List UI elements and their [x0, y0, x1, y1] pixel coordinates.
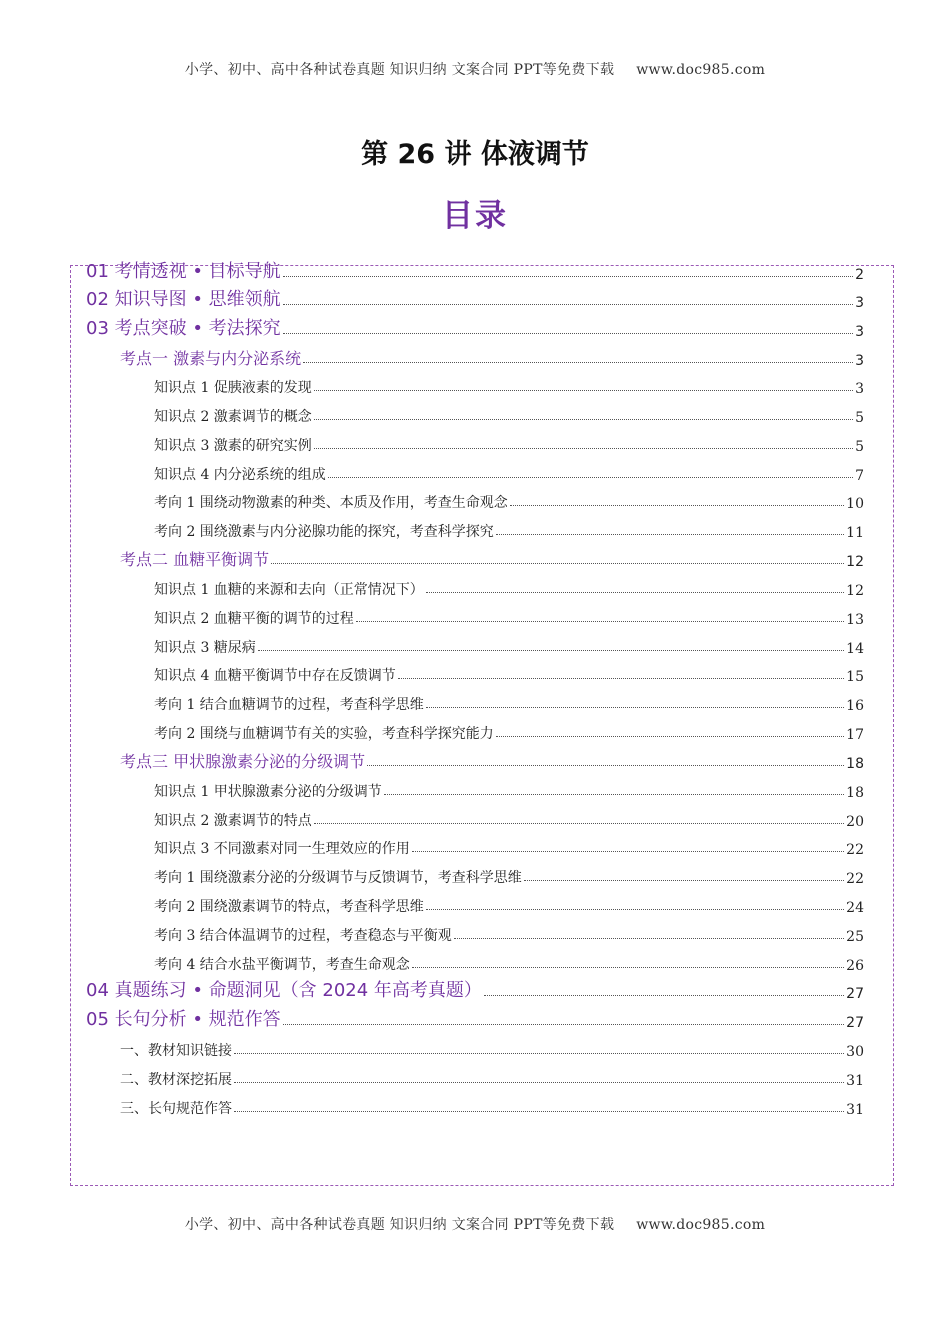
toc-entry[interactable] [86, 369, 864, 398]
table-of-contents [86, 254, 864, 1118]
toc-entry-label: 考向 1 围绕动物激素的种类、本质及作用，考查生命观念 [154, 495, 508, 512]
toc-entry-page: 31 [846, 1072, 864, 1089]
toc-entry-page: 3 [855, 323, 864, 340]
toc-entry-page: 17 [846, 727, 864, 744]
toc-entry-label: 02 知识导图 • 思维领航 [86, 289, 281, 310]
toc-entry[interactable] [86, 657, 864, 686]
toc-entry-label: 考向 3 结合体温调节的过程，考查稳态与平衡观 [154, 927, 452, 944]
document-title: 第 26 讲 体液调节 [361, 139, 589, 170]
toc-entry-label: 考向 2 围绕与血糖调节有关的实验，考查科学探究能力 [154, 726, 494, 743]
toc-dot-leader [314, 390, 853, 391]
toc-entry[interactable] [86, 599, 864, 628]
toc-entry[interactable] [86, 887, 864, 916]
toc-entry[interactable] [86, 974, 864, 1003]
toc-entry-page: 13 [846, 611, 864, 628]
toc-entry[interactable] [86, 858, 864, 887]
toc-dot-leader [412, 851, 844, 852]
header-text: 小学、初中、高中各种试卷真题 知识归纳 文案合同 PPT等免费下载 [184, 62, 615, 78]
toc-entry[interactable] [86, 254, 864, 283]
toc-entry-page: 26 [846, 957, 864, 974]
toc-entry[interactable] [86, 541, 864, 570]
toc-entry-label: 知识点 1 血糖的来源和去向（正常情况下） [154, 582, 424, 599]
toc-entry[interactable] [86, 512, 864, 541]
toc-entry-page: 2 [855, 266, 864, 283]
toc-entry-label: 05 长句分析 • 规范作答 [86, 1008, 281, 1030]
toc-dot-leader [283, 276, 853, 277]
toc-dot-leader [454, 938, 844, 939]
toc-entry-page: 10 [846, 496, 864, 513]
toc-dot-leader [283, 304, 853, 305]
toc-entry[interactable] [86, 714, 864, 743]
footer-url-link[interactable]: www.doc985.com [636, 1217, 766, 1233]
toc-entry-page: 5 [855, 438, 864, 455]
toc-dot-leader [496, 736, 844, 737]
toc-entry-label: 一、教材知识链接 [120, 1042, 232, 1059]
toc-entry-label: 考向 2 围绕激素调节的特点，考查科学思维 [154, 899, 424, 916]
footer-text: 小学、初中、高中各种试卷真题 知识归纳 文案合同 PPT等免费下载 [184, 1217, 615, 1233]
toc-dot-leader [426, 592, 844, 593]
toc-dot-leader [283, 1024, 844, 1025]
toc-entry-label: 考向 1 结合血糖调节的过程，考查科学思维 [154, 697, 424, 714]
toc-entry[interactable] [86, 570, 864, 599]
toc-entry[interactable] [86, 801, 864, 830]
toc-entry[interactable] [86, 1031, 864, 1060]
toc-dot-leader [234, 1082, 844, 1083]
toc-dot-leader [367, 765, 844, 766]
toc-dot-leader [314, 823, 844, 824]
toc-dot-leader [234, 1111, 844, 1112]
toc-dot-leader [234, 1053, 844, 1054]
toc-entry-page: 27 [846, 986, 864, 1003]
toc-dot-leader [303, 362, 853, 363]
toc-entry[interactable] [86, 484, 864, 513]
toc-entry-label: 考向 2 围绕激素与内分泌腺功能的探究，考查科学探究 [154, 524, 494, 541]
toc-entry-page: 22 [846, 842, 864, 859]
toc-entry[interactable] [86, 1002, 864, 1031]
toc-entry-label: 04 真题练习 • 命题洞见（含 2024 年高考真题） [86, 980, 482, 1002]
toc-entry-label: 考点二 血糖平衡调节 [120, 550, 270, 570]
toc-entry[interactable] [86, 830, 864, 859]
toc-entry-label: 知识点 1 甲状腺激素分泌的分级调节 [154, 783, 382, 800]
toc-entry-page: 24 [846, 900, 864, 917]
toc-entry-page: 14 [846, 640, 864, 657]
toc-dot-leader [328, 477, 853, 478]
toc-entry[interactable] [86, 685, 864, 714]
toc-dot-leader [283, 333, 853, 334]
toc-dot-leader [412, 967, 844, 968]
toc-dot-leader [271, 563, 844, 564]
toc-dot-leader [426, 909, 844, 910]
toc-entry-label: 考点三 甲状腺激素分泌的分级调节 [120, 752, 366, 772]
toc-dot-leader [314, 448, 853, 449]
toc-entry-label: 知识点 2 激素调节的特点 [154, 812, 312, 829]
toc-entry-page: 22 [846, 871, 864, 888]
toc-entry-page: 15 [846, 669, 864, 686]
toc-dot-leader [510, 505, 844, 506]
toc-entry-label: 01 考情透视 • 目标导航 [86, 260, 281, 282]
toc-entry[interactable] [86, 397, 864, 426]
toc-entry-page: 30 [846, 1043, 864, 1060]
toc-entry[interactable] [86, 945, 864, 974]
toc-entry-label: 知识点 3 不同激素对同一生理效应的作用 [154, 841, 410, 858]
toc-entry-page: 18 [846, 784, 864, 801]
toc-dot-leader [384, 794, 844, 795]
toc-entry-label: 知识点 2 激素调节的概念 [154, 409, 312, 426]
toc-entry-page: 12 [846, 554, 864, 571]
toc-entry[interactable] [86, 1060, 864, 1089]
toc-dot-leader [356, 621, 844, 622]
toc-entry[interactable] [86, 426, 864, 455]
toc-entry-label: 知识点 1 促胰液素的发现 [154, 380, 312, 397]
toc-entry-page: 18 [846, 756, 864, 773]
toc-entry-page: 25 [846, 928, 864, 945]
toc-entry-page: 20 [846, 813, 864, 830]
toc-entry-page: 12 [846, 583, 864, 600]
toc-entry[interactable] [86, 743, 864, 772]
toc-entry-label: 知识点 3 激素的研究实例 [154, 437, 312, 454]
toc-dot-leader [484, 995, 844, 996]
toc-entry-label: 知识点 4 内分泌系统的组成 [154, 466, 326, 483]
toc-entry-page: 3 [855, 295, 864, 311]
toc-entry-page: 27 [846, 1014, 864, 1031]
toc-entry[interactable] [86, 916, 864, 945]
toc-heading: 目录 [442, 198, 508, 234]
toc-entry-page: 11 [846, 525, 864, 542]
toc-dot-leader [314, 419, 853, 420]
toc-entry-page: 5 [855, 410, 864, 427]
toc-entry-page: 31 [846, 1101, 864, 1118]
toc-entry-label: 知识点 2 血糖平衡的调节的过程 [154, 610, 354, 627]
toc-dot-leader [524, 880, 844, 881]
toc-entry-label: 三、长句规范作答 [120, 1100, 232, 1117]
toc-dot-leader [496, 534, 844, 535]
toc-entry-page: 3 [855, 381, 864, 398]
toc-entry-page: 16 [846, 698, 864, 715]
toc-dot-leader [426, 707, 844, 708]
toc-entry-label: 知识点 4 血糖平衡调节中存在反馈调节 [154, 668, 396, 685]
toc-entry-label: 知识点 3 糖尿病 [154, 639, 256, 656]
toc-entry[interactable] [86, 455, 864, 484]
toc-entry-label: 二、教材深挖拓展 [120, 1071, 232, 1088]
toc-entry-page: 3 [855, 352, 864, 369]
toc-entry-label: 03 考点突破 • 考法探究 [86, 317, 281, 339]
toc-entry-label: 考向 4 结合水盐平衡调节，考查生命观念 [154, 956, 410, 973]
toc-dot-leader [398, 678, 844, 679]
toc-entry[interactable] [86, 340, 864, 369]
site-footer [0, 1214, 950, 1234]
toc-entry-label: 考点一 激素与内分泌系统 [120, 348, 302, 368]
toc-entry-page: 7 [855, 467, 864, 484]
site-header [0, 59, 950, 79]
toc-entry[interactable] [86, 628, 864, 657]
toc-entry[interactable] [86, 283, 864, 312]
toc-entry[interactable] [86, 311, 864, 340]
toc-dot-leader [258, 650, 844, 651]
toc-entry[interactable] [86, 1089, 864, 1118]
toc-entry-label: 考向 1 围绕激素分泌的分级调节与反馈调节，考查科学思维 [154, 870, 522, 887]
toc-entry[interactable] [86, 772, 864, 801]
header-url-link[interactable]: www.doc985.com [636, 62, 766, 78]
